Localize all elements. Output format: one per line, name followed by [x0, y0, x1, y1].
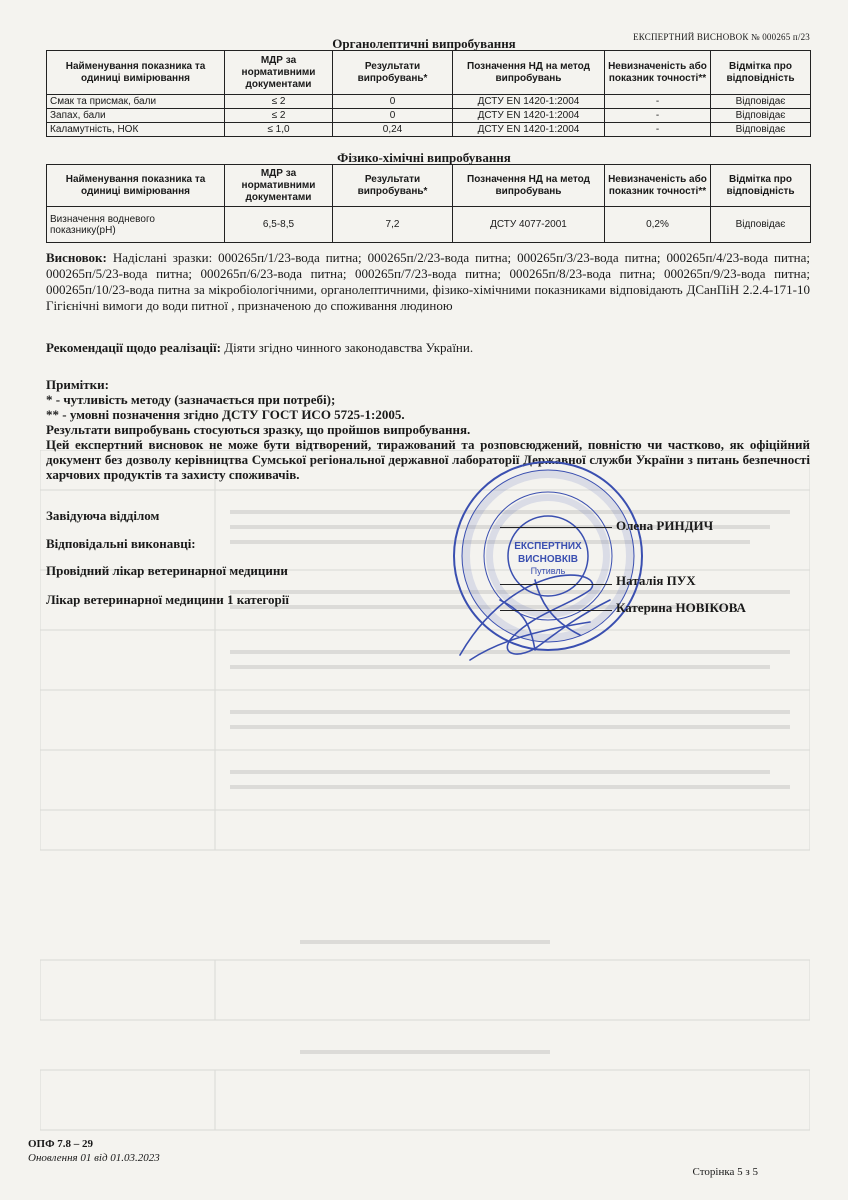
column-header: МДР за нормативними документами	[225, 165, 333, 207]
conclusion-label: Висновок:	[46, 250, 107, 265]
table-row	[47, 95, 811, 109]
revision-note: Оновлення 01 від 01.03.2023	[28, 1152, 160, 1164]
organoleptic-title: Органолептичні випробування	[332, 36, 516, 51]
notes-line: * - чутливість методу (зазначається при потребі);	[46, 392, 336, 407]
table-cell: Запах, бали	[47, 109, 225, 123]
stamp-line: ВИСНОВКІВ	[518, 554, 578, 565]
table-cell: Визначення водневого показнику(pH)	[47, 207, 225, 243]
recommendation-paragraph	[46, 340, 810, 356]
notes-line: Результати випробувань стосуються зразку, що пройшов випробування.	[46, 422, 471, 437]
table-cell: -	[605, 123, 711, 137]
table-row	[47, 207, 811, 243]
organoleptic-table	[46, 50, 811, 137]
column-header: Результати випробувань*	[333, 51, 453, 95]
bleed-through-background	[40, 450, 810, 1140]
notes-block	[46, 377, 810, 482]
table-cell: Відповідає	[711, 123, 811, 137]
table-cell: 0,24	[333, 123, 453, 137]
form-code: ОПФ 7.8 – 29	[28, 1138, 94, 1150]
column-header: МДР за нормативними документами	[225, 51, 333, 95]
table-cell: -	[605, 95, 711, 109]
table-cell: ≤ 1,0	[225, 123, 333, 137]
table-cell: 0	[333, 95, 453, 109]
table-cell: ДСТУ EN 1420-1:2004	[453, 123, 605, 137]
table-cell: 0,2%	[605, 207, 711, 243]
vet-label: Лікар ветеринарної медицини 1 категорії	[46, 592, 289, 607]
column-header: Позначення НД на метод випробувань	[453, 165, 605, 207]
table-cell: 6,5-8,5	[225, 207, 333, 243]
column-header: Найменування показника та одиниці вимірювання	[47, 51, 225, 95]
column-header: Позначення НД на метод випробувань	[453, 51, 605, 95]
physchem-table	[46, 164, 811, 243]
conclusion-text: Надіслані зразки: 000265п/1/23-вода питна; 000265п/2/23-вода питна; 000265п/3/23-вода питна; 000265п/4/23-вода питна; 000265п/5/23-вода питна; 000265п/6/23-вода питна; 000265п/7/23-вода питна; 000265п/8/23-вода питна; 000265п/9/23-вода питна; 000265п/10/23-вода питна за мікробіологічними, органолептичними, фізико-хімічними показниками відповідають ДСанПіН 2.2.4-171-10 Гігієнічні вимоги до води питної , призначеною до споживання людиною	[46, 250, 810, 313]
recommendation-label: Рекомендації щодо реалізації:	[46, 340, 221, 355]
notes-line: ** - умовні позначення згідно ДСТУ ГОСТ ИСО 5725-1:2005.	[46, 407, 405, 422]
table-cell: ДСТУ EN 1420-1:2004	[453, 95, 605, 109]
signature-line	[500, 610, 612, 611]
column-header: Відмітка про відповідність	[711, 51, 811, 95]
lead-vet-label: Провідний лікар ветеринарної медицини	[46, 563, 288, 578]
head-of-department-label: Завідуюча відділом	[46, 508, 160, 523]
table-cell: ≤ 2	[225, 109, 333, 123]
table-cell: Відповідає	[711, 207, 811, 243]
column-header: Відмітка про відповідність	[711, 165, 811, 207]
recommendation-text: Діяти згідно чинного законодавства України.	[220, 340, 474, 355]
document-reference: ЕКСПЕРТНИЙ ВИСНОВОК № 000265 п/23	[633, 32, 810, 42]
handwritten-signature	[440, 560, 620, 670]
table-header-row	[47, 51, 811, 95]
conclusion-paragraph	[46, 250, 810, 314]
table-cell: ДСТУ EN 1420-1:2004	[453, 109, 605, 123]
stamp-line: ЕКСПЕРТНИХ	[514, 541, 582, 552]
signature-line	[500, 527, 612, 528]
table-cell: Відповідає	[711, 109, 811, 123]
table-row	[47, 123, 811, 137]
stamp-line: Путивль	[530, 566, 566, 576]
table-cell: Відповідає	[711, 95, 811, 109]
notes-title: Примітки:	[46, 377, 109, 392]
table-cell: 0	[333, 109, 453, 123]
table-header-row	[47, 165, 811, 207]
table-cell: 7,2	[333, 207, 453, 243]
executors-label: Відповідальні виконавці:	[46, 536, 196, 551]
column-header: Невизначеність або показник точності**	[605, 51, 711, 95]
notes-disclaimer: Цей експертний висновок не може бути відтворений, тиражований та розповсюджений, повністю чи частково, як офіційний документ без дозволу керівництва Сумської регіональної державної лабораторії Державної служби України з питань безпечності харчових продуктів та захисту споживачів.	[46, 437, 810, 482]
lead-vet-name: Наталія ПУХ	[616, 573, 696, 588]
table-cell: ДСТУ 4077-2001	[453, 207, 605, 243]
table-cell: ≤ 2	[225, 95, 333, 109]
column-header: Результати випробувань*	[333, 165, 453, 207]
table-row	[47, 109, 811, 123]
table-cell: -	[605, 109, 711, 123]
table-cell: Каламутність, НОК	[47, 123, 225, 137]
signature-line	[500, 584, 612, 585]
column-header: Найменування показника та одиниці вимірювання	[47, 165, 225, 207]
table-cell: Смак та присмак, бали	[47, 95, 225, 109]
page-number: Сторінка 5 з 5	[692, 1166, 758, 1178]
column-header: Невизначеність або показник точності**	[605, 165, 711, 207]
physchem-title: Фізико-хімічні випробування	[337, 150, 511, 165]
vet-name: Катерина НОВІКОВА	[616, 600, 746, 615]
head-of-department-name: Олена РИНДИЧ	[616, 518, 714, 533]
